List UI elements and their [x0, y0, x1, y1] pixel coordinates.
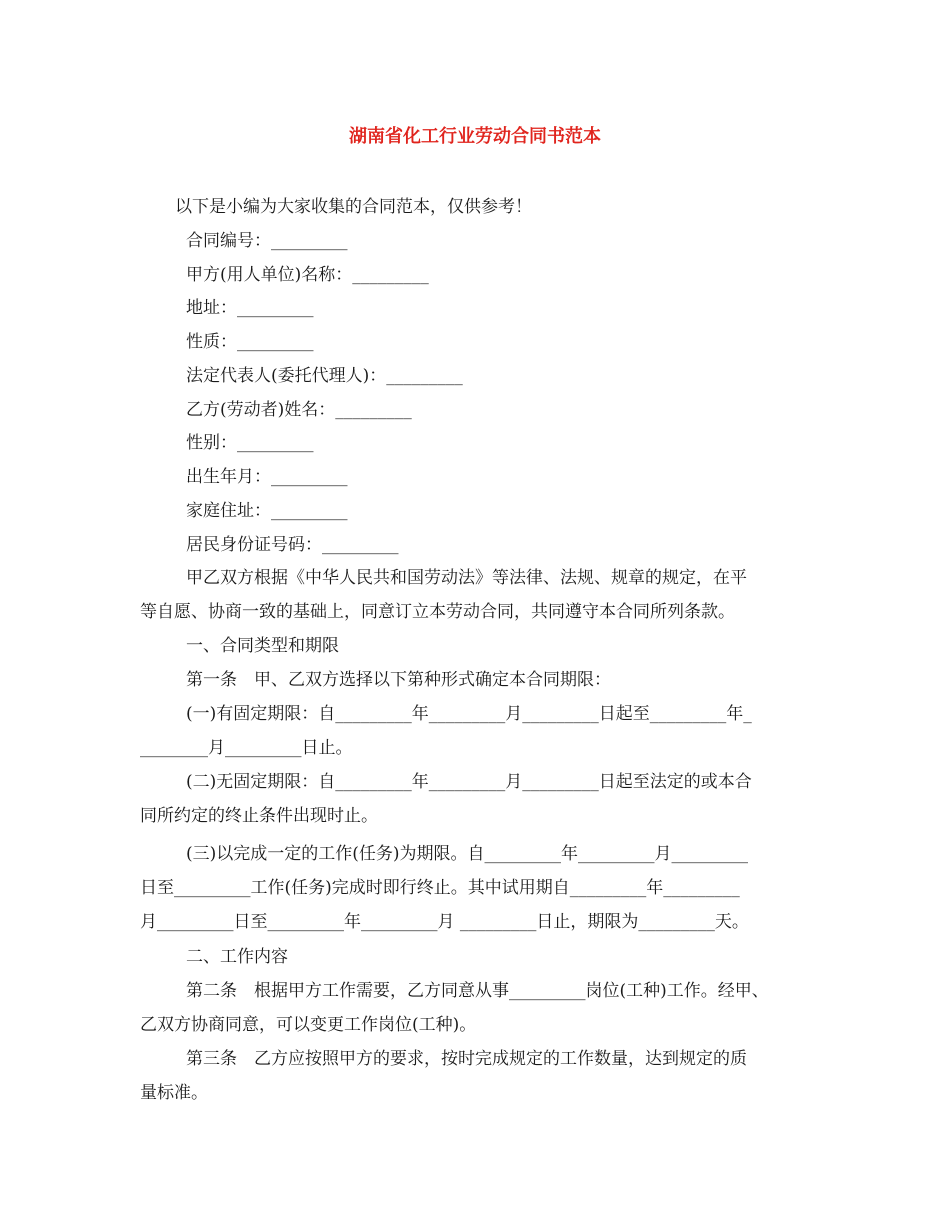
- document-title: 湖南省化工行业劳动合同书范本: [349, 126, 601, 147]
- paragraph-line: ________月_________日止。: [140, 738, 353, 758]
- section-heading: 二、工作内容: [186, 947, 288, 967]
- paragraph-line: 同所约定的终止条件出现时止。: [140, 806, 378, 826]
- paragraph-line: (三)以完成一定的工作(任务)为期限。自_________年_________月_________: [186, 844, 749, 864]
- paragraph-line: 日至_________工作(任务)完成时即行终止。其中试用期自_________年_________: [140, 878, 740, 898]
- paragraph-line: 月_________日至_________年_________月 _________日止，期限为_________天。: [140, 912, 749, 932]
- section-heading: 一、合同类型和期限: [186, 636, 339, 656]
- field-id-number: 居民身份证号码：_________: [186, 535, 399, 555]
- field-address: 地址：_________: [186, 298, 314, 318]
- article-line: 第二条 根据甲方工作需要，乙方同意从事_________岗位(工种)工作。经甲、: [186, 981, 769, 1001]
- article-line: 第一条 甲、乙双方选择以下第种形式确定本合同期限：: [186, 670, 611, 690]
- paragraph-line: 等自愿、协商一致的基础上，同意订立本劳动合同，共同遵守本合同所列条款。: [140, 602, 735, 622]
- field-birth-date: 出生年月：_________: [186, 467, 348, 487]
- field-contract-number: 合同编号：_________: [186, 231, 348, 251]
- field-employee-name: 乙方(劳动者)姓名：_________: [186, 400, 412, 420]
- field-nature: 性质：_________: [186, 332, 314, 352]
- intro-text: 以下是小编为大家收集的合同范本，仅供参考！: [175, 197, 532, 217]
- article-line: 第三条 乙方应按照甲方的要求，按时完成规定的工作数量，达到规定的质: [186, 1049, 747, 1069]
- field-employer-name: 甲方(用人单位)名称：_________: [186, 265, 429, 285]
- paragraph-line: 量标准。: [140, 1083, 208, 1103]
- paragraph-line: (一)有固定期限：自_________年_________月_________日起至_________年_: [186, 704, 752, 724]
- paragraph-line: 甲乙双方根据《中华人民共和国劳动法》等法律、法规、规章的规定，在平: [186, 568, 747, 588]
- paragraph-line: (二)无固定期限：自_________年_________月_________日起至法定的或本合: [186, 772, 752, 792]
- field-home-address: 家庭住址：_________: [186, 501, 348, 521]
- field-gender: 性别：_________: [186, 433, 314, 453]
- field-legal-representative: 法定代表人(委托代理人)：_________: [186, 366, 463, 386]
- paragraph-line: 乙双方协商同意，可以变更工作岗位(工种)。: [140, 1015, 477, 1035]
